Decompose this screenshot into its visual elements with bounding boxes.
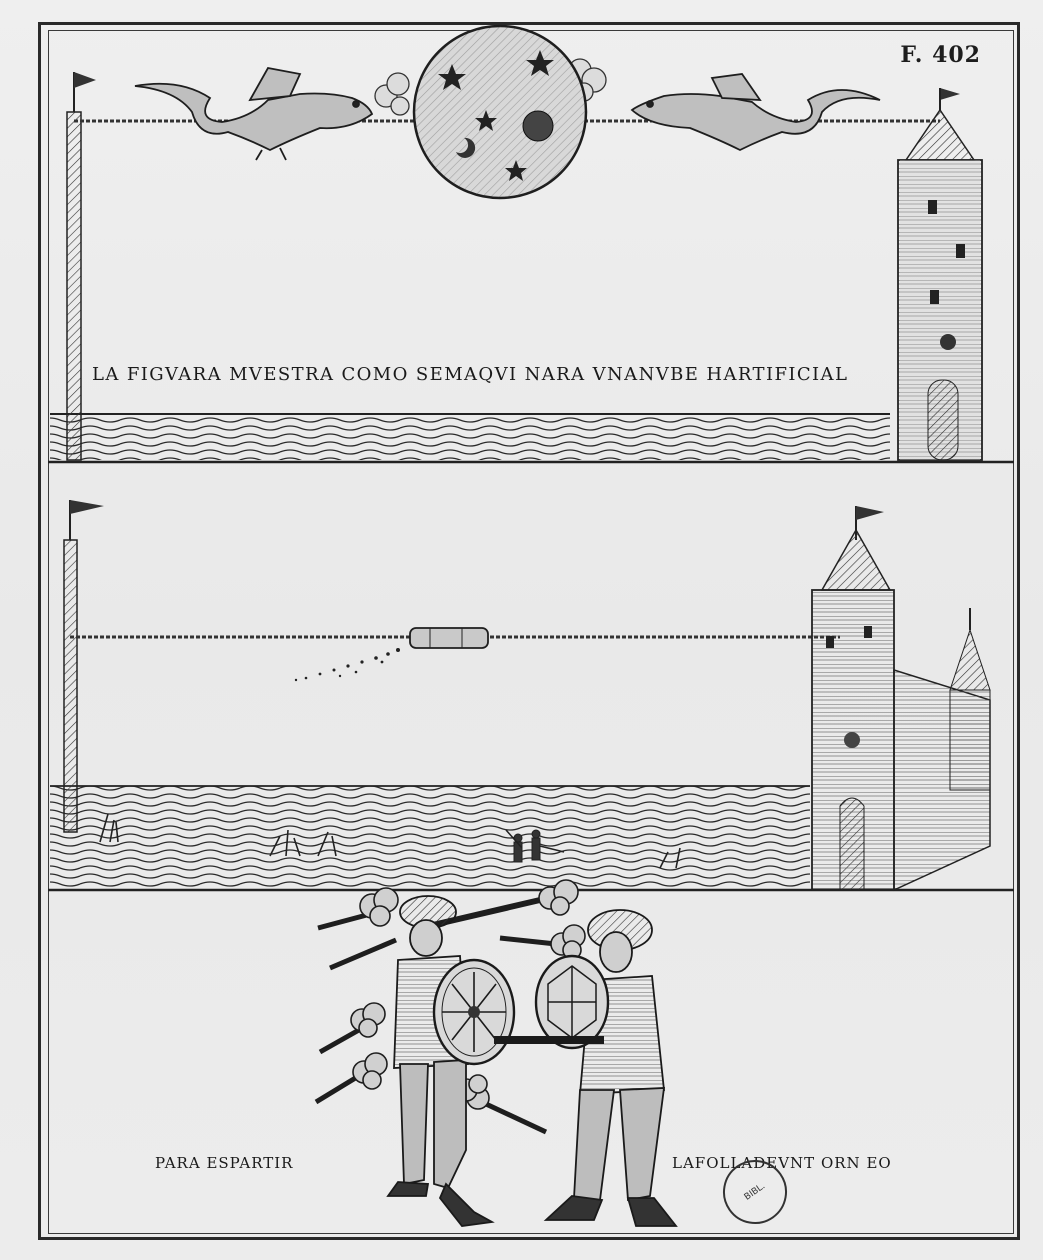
- caption-top: LA FIGVARA MVESTRA COMO SEMAQVI NARA VNANVBE HARTIFICIAL: [92, 364, 849, 385]
- water-top: [50, 414, 890, 460]
- caption-bottom-right: LAFOLLADEVNT ORN EO: [672, 1154, 892, 1172]
- caption-bottom-left: PARA ESPARTIR: [155, 1154, 294, 1172]
- pole-middle-icon: [64, 500, 104, 832]
- celestial-globe-icon: [414, 26, 586, 198]
- panel-3: [316, 880, 676, 1226]
- library-stamp-icon: BIBL.: [710, 1147, 799, 1236]
- sparks-icon: [295, 648, 400, 681]
- shield-right-icon: [536, 956, 608, 1048]
- folio-number: F. 402: [900, 42, 981, 68]
- smoke-puff-left-icon: [375, 73, 409, 115]
- dragon-right-icon: [632, 74, 880, 150]
- dragon-left-icon: [135, 68, 372, 160]
- panel-2: [50, 500, 990, 890]
- shield-left-icon: [434, 960, 514, 1064]
- tower-icon: [898, 88, 982, 460]
- pole-icon: [67, 72, 96, 460]
- panel-1: [50, 26, 982, 460]
- water-middle: [50, 786, 810, 888]
- rocket-icon: [410, 628, 488, 648]
- castle-icon: [812, 506, 990, 890]
